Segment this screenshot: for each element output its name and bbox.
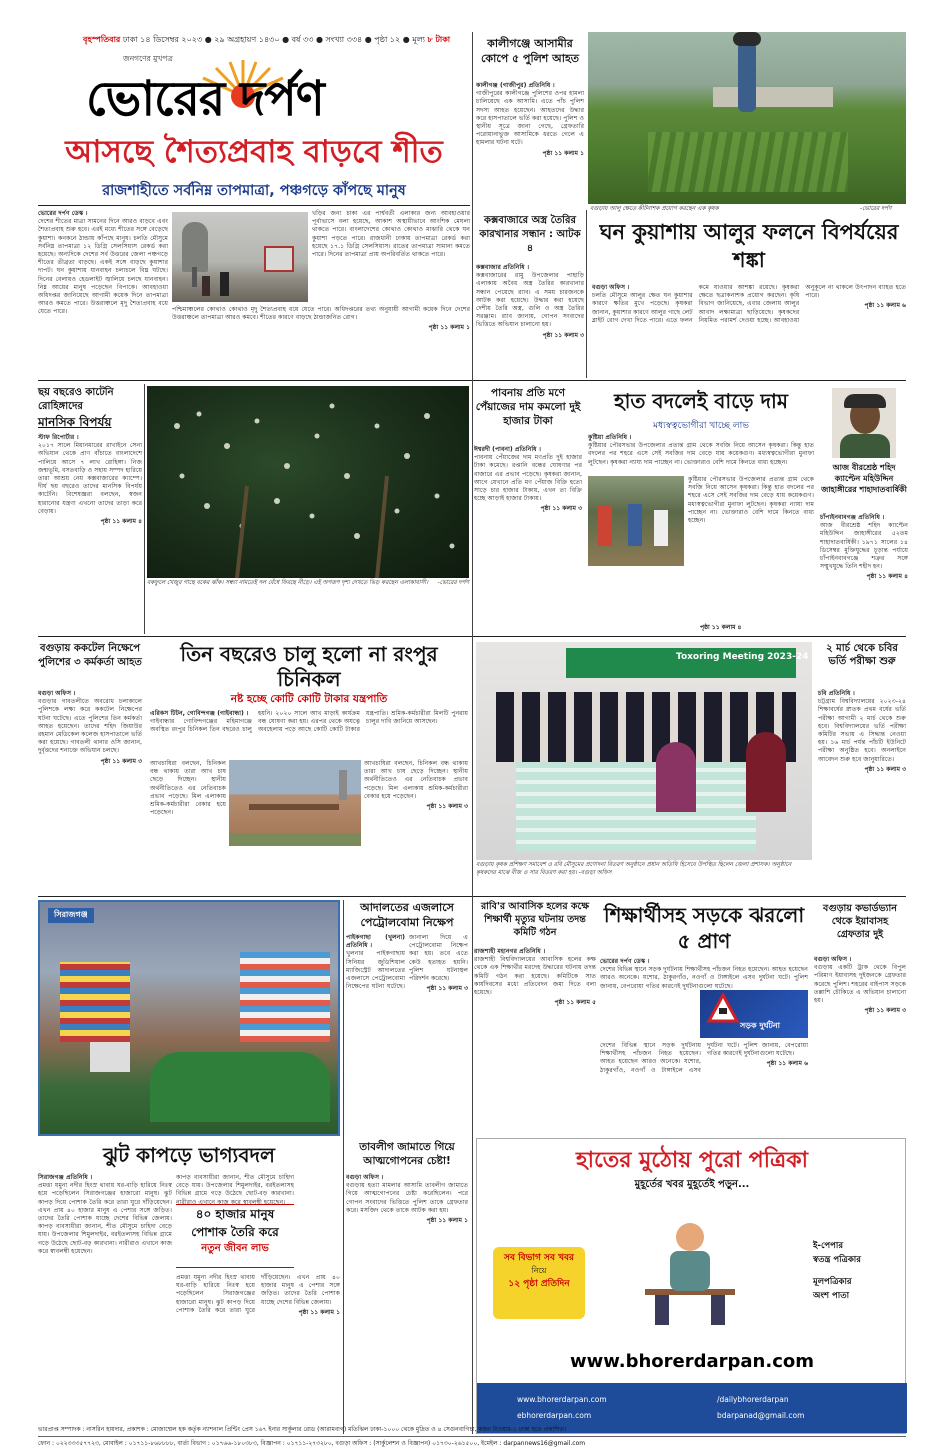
event-caption: বগুড়ায় কৃষক প্রশিক্ষণ সমাবেশ ও রবি মৌসুমের প্রণোদনা বিতরণ অনুষ্ঠানে প্রধান অতিথি হিসেবে উপস্থিত ছিলেন জেলা প্রশাসক। অনুষ্ঠানে কৃষকদের মাঝে বীজ ও সার বিতরণ করা হয়। -বগুড়া অফিস	[476, 862, 792, 876]
potato-field-photo	[588, 32, 906, 204]
accident-body: ভোরের দর্পণ ডেস্ক । দেশের বিভিন্ন স্থানে সড়ক দুর্ঘটনায় শিক্ষার্থীসহ পাঁচজন নিহত হয়েছেন। আহত হয়েছেন আরও অনেকে। যশোর, ঠাকুরগাঁও, নওগাঁ ও টাঙ্গাইলে এসব দুর্ঘটনা ঘটে। পুলিশ জানায়, বেপরোয়া গতির কারণেই দুর্ঘটনাগুলো ঘটেছে।	[600, 958, 808, 990]
lead-bottom: পশ্চিমাঞ্চলের কোথাও কোথাও মৃদু শৈত্যপ্রবাহ বয়ে যেতে পারে। অধিদপ্তরের তথ্য অনুযায়ী আগামী কয়েক দিনে দেশের উত্তরাঞ্চলে তাপমাত্রা আরও কমবে। শীতের কারণে বাড়ছে ঠান্ডাজনিত রোগ। পৃষ্ঠা ১১ কলাম ১	[172, 306, 470, 332]
ad-badge: সব বিভাগ সব খবর নিয়ে ১২ পৃষ্ঠা প্রতিদিন	[493, 1247, 585, 1319]
masthead-title: ভোরের দর্পণ	[86, 71, 324, 127]
ad-sub: মুহূর্তের খবর মুহূর্তেই পড়ুন...	[634, 1179, 750, 1190]
potato-photo-credit: -ভোরের দর্পণ	[860, 206, 892, 212]
sirajganj-photo	[38, 900, 340, 1136]
ad-headline: হাতের মুঠোয় পুরো পত্রিকা	[576, 1148, 808, 1173]
ad-footer-bar: www.bhorerdarpan.com ebhorerdarpan.com /dailybhorerdarpan bdarpanad@gmail.com	[477, 1383, 907, 1433]
jute-headline: ঝুট কাপড়ে ভাগ্যবদল	[103, 1143, 275, 1167]
tagline: জনগণের মুখপত্র	[123, 54, 173, 63]
martyr-body: চাঁপাইনবাবগঞ্জ প্রতিনিধি । আজ বীরশ্রেষ্ঠ শহিদ ক্যাপ্টেন মহিউদ্দিন জাহাঙ্গীরের ৫২তম শাহাদাতবার্ষিকী। ১৯৭১ সালের ১৪ ডিসেম্বর মুক্তিযুদ্ধের চূড়ান্ত পর্যায়ে চাঁপাইনবাবগঞ্জে শত্রুর সঙ্গে সম্মুখযুদ্ধে তিনি শহীদ হন। পৃষ্ঠা ১১ কলাম ৪	[820, 514, 908, 581]
onion-body: ঈশ্বরদী (পাবনা) প্রতিনিধি । পাবনায় পেঁয়াজের দাম মণপ্রতি দুই হাজার টাকা কমেছে। রপ্তানি বন্ধের ঘোষণার পর বাজারে এর প্রভাব পড়েছে। কৃষকরা জানান, আগে যেখানে প্রতি মণ পেঁয়াজ বিক্রি হতো সাড়ে চার হাজার টাকায়, এখন তা বিক্রি হচ্ছে আড়াই হাজার টাকায়। পৃষ্ঠা ১১ কলাম ৩	[474, 446, 582, 513]
imprint-line-2: ফোন : ০২২৩৩৩৫৭৭২৩, মোবাইল : ০১৭১১-৮৬৮৮৮৮, বার্তা বিভাগ : ০১৭৬৬-১৮০৩৮৩, বিজ্ঞাপন : ০১৭১১-২৭৩২৮০, বগুড়া অফিস : (সার্কুলেশন ও বিজ্ঞাপন) ০১৭৩০-২৬১৫০০, ইমেইল : darpannews16@gmail.com	[38, 1440, 586, 1447]
birds-caption: বকফুলে খেজুর গাছে বকের ঝাঁক। সন্ধ্যা নামতেই দল বেঁধে ফিরছে নীড়ে। এই অপরূপ দৃশ্য দেখতে ভিড় করছেন এলাকাবাসী। -ভোরের দর্পণ	[147, 580, 469, 586]
sirajganj-label: সিরাজগঞ্জ	[48, 908, 94, 923]
ad-right: ই-পেপার স্বতন্ত্র পত্রিকার মূলপত্রিকার অংশ পাতা	[813, 1241, 861, 1301]
rabi-body: রাজশাহী মহানগর প্রতিনিধি । রাজশাহী বিশ্ববিদ্যালয়ের আবাসিক হলের কক্ষ থেকে এক শিক্ষার্থীর মরদেহ উদ্ধারের ঘটনায় তদন্ত কমিটি গঠন করা হয়েছে। কমিটিকে সাত কার্যদিবসের মধ্যে প্রতিবেদন জমা দিতে বলা হয়েছে। পৃষ্ঠা ১১ কলাম ৫	[474, 948, 596, 1007]
date-line: বৃহস্পতিবার ঢাকা ১৪ ডিসেম্বর ২০২৩ ● ২৯ অগ্রহায়ণ ১৪৩০ ● বর্ষ ৩৩ ● সংখ্যা ৩৩৪ ● পৃষ্ঠা ১২ ● মূল্য ৮ টাকা	[83, 35, 451, 44]
lead-column-3: খড়ির জন্য চাকা এর পার্শ্ববর্তী এলাকার জন্য আবহাওয়ার পূর্বাভাসে বলা হয়েছে, আকাশ অস্থায়ীভাবে আংশিক মেঘলা থাকতে পারে। বাংলাদেশের কোথাও কোথাও মাঝারি থেকে ঘন কুয়াশা পড়তে পারে। রাজধানী ঢাকায় তাপমাত্রা রেকর্ড করা হয়েছে ১৭.১ ডিগ্রি সেলসিয়াস। রাতের তাপমাত্রা সামান্য কমতে পারে। দিনের তাপমাত্রা প্রায় অপরিবর্তিত থাকতে পারে।	[312, 210, 470, 259]
birds-illustration-icon	[147, 386, 469, 578]
fog-body: বগুড়া অফিস । চলতি মৌসুমে আলুর ক্ষেত ঘন কুয়াশার কারণে ক্ষতির মুখে পড়েছে। কৃষকরা জানান, কুয়াশার কারণে আলুর গাছে লেট ব্লাইট রোগ দেখা দিতে পারে। এতে ফলন কমে যাওয়ার আশঙ্কা রয়েছে। কৃষকরা ক্ষেতে ছত্রাকনাশক প্রয়োগ করছেন। কৃষি বিভাগ জানিয়েছে, এবার জেলায় আলুর আবাদ লক্ষ্যমাত্রা ছাড়িয়েছে। কৃষকদের নিয়মিত পরামর্শ দেওয়া হচ্ছে। আবহাওয়া অনুকূলে না থাকলে উৎপাদন ব্যাহত হতে পারে। পৃষ্ঠা ১১ কলাম ৬	[592, 284, 906, 324]
kaliganj-headline: কালীগঞ্জে আসামীর কোপে ৫ পুলিশ আহত	[480, 37, 580, 65]
chobi-body: চবি প্রতিনিধি । চট্টগ্রাম বিশ্ববিদ্যালয়ের ২০২৩-২৪ শিক্ষাবর্ষের স্নাতক প্রথম বর্ষের ভর্তি পরীক্ষা আগামী ২ মার্চ থেকে শুরু হবে। বিশ্ববিদ্যালয়ের ভর্তি পরীক্ষা কমিটির সভায় এ সিদ্ধান্ত নেওয়া হয়। ১৬ মার্চ পর্যন্ত পাঁচটি ইউনিটে পরীক্ষা অনুষ্ঠিত হবে। অনলাইনে আবেদন শুরু হবে জানুয়ারিতে। পৃষ্ঠা ১১ কলাম ৩	[818, 690, 906, 773]
accident-headline: শিক্ষার্থীসহ সড়কে ঝরলো ৫ প্রাণ	[603, 903, 805, 953]
tablig-body: বগুড়া অফিস । বগুড়ায় হত্যা মামলার আসামি তাবলীগ জামাতে গিয়ে আত্মগোপনের চেষ্টা করেছিলেন। পরে গোপন সংবাদের ভিত্তিতে পুলিশ তাকে গ্রেফতার করে। মসজিদ থেকে তাকে আটক করা হয়। পৃষ্ঠা ১১ কলাম ১	[346, 1174, 468, 1225]
lead-subhead: রাজশাহীতে সর্বনিম্ন তাপমাত্রা, পঞ্চগড়ে কাঁপছে মানুষ	[102, 183, 406, 199]
accident-body-2: দেশের বিভিন্ন স্থানে সড়ক দুর্ঘটনায় শিক্ষার্থীসহ পাঁচজন নিহত হয়েছেন। আহত হয়েছেন আরও অনেকে। যশোর, ঠাকুরগাঁও, নওগাঁ ও টাঙ্গাইলে এসব দুর্ঘটনা ঘটে। পুলিশ জানায়, বেপরোয়া গতির কারণেই দুর্ঘটনাগুলো ঘটেছে। পৃষ্ঠা ১১ কলাম ৬	[600, 1042, 808, 1074]
potato-photo-caption: বগুড়ায় আলু ক্ষেতে কীটনাশক প্রয়োগ করছেন এক কৃষক	[590, 206, 719, 212]
event-photo	[476, 642, 812, 860]
price-body: কুষ্টিয়া প্রতিনিধি । কুষ্টিয়ার পৌরসভার উপজেলার প্রত্যন্ত গ্রাম থেকে সবজি নিয়ে আসেন কৃষকরা। কিন্তু হাত বদলের পর শহরে এসে সেই সবজির দাম বেড়ে যায় কয়েকগুণ। মধ্যস্বত্বভোগীরা মুনাফা লুটছেন। কৃষকরা ন্যায্য দাম পাচ্ছেন না। ভোক্তারাও বেশি দামে কিনতে বাধ্য হচ্ছেন।	[588, 434, 814, 466]
accident-sign	[700, 990, 808, 1038]
truck-body: বগুড়া অফিস । বগুড়ায় একটি ট্রাক থেকে বিপুল পরিমাণ ইয়াবাসহ দুইজনকে গ্রেফতার করেছে পুলিশ। শহরের বাইপাস সড়কে তল্লাশি চৌকিতে এ অভিযান চালানো হয়। পৃষ্ঠা ১১ কলাম ৩	[814, 956, 906, 1015]
reader-illustration-icon	[625, 1209, 755, 1329]
rabi-headline: রাবি'র আবাসিক হলের কক্ষে শিক্ষার্থী মৃত্যুর ঘটনায় তদন্ত কমিটি গঠন	[480, 901, 590, 938]
tablig-headline: তাবলীগ জামাতে গিয়ে আত্মগোপনের চেষ্টা!	[359, 1141, 455, 1167]
lead-column-1: ভোরের দর্পণ ডেস্ক । দেশের শীতের মাত্রা সামনের দিনে আরও বাড়বে এবং শৈত্যপ্রবাহ শুরু হবে। এরই মধ্যে শীতের সঙ্গে বেড়েছে কুয়াশা। কনকনে ঠান্ডায় কাঁপছে মানুষ। চলতি মৌসুমে সর্বনিম্ন তাপমাত্রা ১২ ডিগ্রি সেলসিয়াস রেকর্ড করা হয়েছে। অন্যদিকে দেশের সর্ব উত্তরের জেলা পঞ্চগড়ে শীতের তীব্রতা বাড়ছে। একই সঙ্গে বাড়ছে কুয়াশার দাপট। ঘন কুয়াশায় যানবাহন চলাচলে বিঘ্ন ঘটছে। দিনের বেলায়ও হেডলাইট জ্বালিয়ে চলছে যানবাহন। নিম্ন আয়ের মানুষ পড়েছেন বিপাকে। আবহাওয়া অধিদপ্তর জানিয়েছে আগামী কয়েক দিনে তাপমাত্রা আরও কমতে পারে। উত্তরাঞ্চলে মৃদু শৈত্যপ্রবাহ বয়ে যেতে পারে।	[38, 210, 168, 316]
imprint-line-1: ভারপ্রাপ্ত সম্পাদক : নাসরিন হায়দার, প্রকাশক : মোজাম্মেল হক কর্তৃক ন্যাশনাল প্রিন্টিং প্রেস ১৬৭ ইনার সার্কুলার রোড (আরামবাগ) মতিঝিল ঢাকা-১০০০ থেকে মুদ্রিত ও ৪ সেগুনবাগিচা, স্বজন টাওয়ার-১ ঢাকা হতে প্রকাশিত।	[38, 1426, 567, 1433]
jute-body: সিরাজগঞ্জ প্রতিনিধি । প্রমত্তা যমুনা নদীর হিংস্র থাবায় ঘর-বাড়ি হারিয়ে নিঃস্ব হয়ে পড়েছিলেন সিরাজগঞ্জের হাজারো মানুষ। ঝুট কাপড় দিয়ে পোশাক তৈরি করে তারা ঘুরে দাঁড়িয়েছেন। এখন প্রায় ৪০ হাজার মানুষ এ পেশার সঙ্গে জড়িত। তাদের তৈরি পোশাক যাচ্ছে দেশের বিভিন্ন জেলায়। কাপড় ব্যবসায়ীরা জানান, শীত মৌসুমে চাহিদা বেড়ে যায়। উপজেলার শিমুলদাইর, বরইতলাসহ বিভিন্ন গ্রামে গড়ে উঠেছে ছোট-বড় কারখানা। নারীরাও এখানে কাজ করে স্বাবলম্বী হয়েছেন।	[38, 1174, 172, 1255]
price-subhead: মধ্যস্বত্বভোগীরা খাচ্ছে লাভ	[653, 421, 749, 431]
ad-url[interactable]: www.bhorerdarpan.com	[570, 1351, 814, 1372]
kaliganj-body: কালীগঞ্জ (গাজীপুর) প্রতিনিধি । গাজীপুরের কালীগঞ্জে পুলিশের ওপর হামলা চালিয়েছে এক আসামি। এতে পাঁচ পুলিশ সদস্য আহত হয়েছেন। আহতদের উদ্ধার করে হাসপাতালে ভর্তি করা হয়েছে। পুলিশ ও স্থানীয় সূত্রে জানা গেছে, গ্রেফতারি পরোয়ানাভুক্ত আসামিকে ধরতে গেলে এ হামলার ঘটনা ঘটে। পৃষ্ঠা ১১ কলাম ১	[476, 82, 584, 157]
price-headline: হাত বদলেই বাড়ে দাম	[614, 389, 788, 413]
warning-sign-icon	[708, 994, 738, 1022]
jute-box: ৪০ হাজার মানুষ পোশাক তৈরি করে নতুন জীবন লাভ	[176, 1204, 294, 1268]
sugar-headline: তিন বছরেও চালু হলো না রংপুর চিনিকল	[180, 642, 438, 691]
price-cont: পৃষ্ঠা ১১ কলাম ৪	[700, 624, 742, 631]
sugar-body: এরিকস টিটন, গোবিন্দগঞ্জ (গাইবান্ধা) । গাইবান্ধার গোবিন্দগঞ্জের মহিমাগঞ্জে অবস্থিত রংপুর চিনিকল তিন বছরেও চালু হয়নি। ২০২০ সালে আখ মাড়াই কার্যক্রম বন্ধ ঘোষণা করা হয়। এরপর থেকে অযত্নে অবহেলায় পড়ে আছে কোটি কোটি টাকার যন্ত্রপাতি। শ্রমিক-কর্মচারীরা মিলটি পুনরায় চালুর দাবি জানিয়ে আসছেন।	[150, 710, 468, 734]
fog-headline: ঘন কুয়াশায় আলুর ফলনে বিপর্যয়ের শঙ্কা	[599, 220, 899, 272]
accident-sign-text: সড়ক দুর্ঘটনা	[740, 1021, 780, 1030]
lead-headline: আসছে শৈত্যপ্রবাহ বাড়বে শীত	[65, 134, 443, 170]
onion-headline: পাবনায় প্রতি মণে পেঁয়াজের দাম কমলো দুই হাজার টাকা	[475, 387, 581, 427]
sugar-mill-photo	[229, 760, 361, 846]
martyr-caption: আজ বীরশ্রেষ্ঠ শহিদ ক্যাপ্টেন মহিউদ্দিন জাহাঙ্গীরের শাহাদাতবার্ষিকী	[821, 463, 907, 494]
truck-headline: বগুড়ায় কভার্ডভ্যান থেকে ইয়াবাসহ গ্রেফতার দুই	[823, 903, 897, 940]
petrol-headline: আদালতের এজলাসে পেট্রোলবোমা নিক্ষেপ	[360, 901, 454, 929]
epaper-ad	[476, 1138, 906, 1434]
sugar-body-2: আখচাষিরা বলছেন, চিনিকল বন্ধ থাকায় তারা আখ চাষ ছেড়ে দিচ্ছেন। স্থানীয় অর্থনীতিতেও এর নেতিবাচক প্রভাব পড়েছে। মিল এলাকায় শ্রমিক-কর্মচারীরা বেকার হয়ে পড়েছেন। পৃষ্ঠা ১১ কলাম ৩	[364, 760, 468, 811]
martyr-portrait	[832, 388, 896, 458]
petrol-body: পাইকগাছা (খুলনা) প্রতিনিধি । খুলনার পাইকগাছায় সিনিয়র জুডিশিয়াল ম্যাজিস্ট্রেট আদালতের এজলাসে পেট্রোলবোমা নিক্ষেপের ঘটনা ঘটেছে। জানালা দিয়ে এ পেট্রোলবোমা নিক্ষেপ করা হয়। তবে এতে কেউ হতাহত হয়নি। পুলিশ ঘটনাস্থল পরিদর্শন করেছে। পৃষ্ঠা ১১ কলাম ৩	[346, 934, 468, 993]
masthead	[38, 32, 470, 127]
birds-tree-photo	[147, 386, 469, 578]
price-body-2: কুষ্টিয়ার পৌরসভার উপজেলার প্রত্যন্ত গ্রাম থেকে সবজি নিয়ে আসেন কৃষকরা। কিন্তু হাত বদলের পর শহরে এসে সেই সবজির দাম বেড়ে যায় কয়েকগুণ। মধ্যস্বত্বভোগীরা মুনাফা লুটছেন। কৃষকরা ন্যায্য দাম পাচ্ছেন না। ভোক্তারাও বেশি দামে কিনতে বাধ্য হচ্ছেন।	[688, 476, 814, 525]
rohingya-body: স্টাফ রিপোর্টার । ২০১৭ সালে মিয়ানমারের রাখাইনে সেনা অভিযান থেকে প্রাণ বাঁচাতে বাংলাদেশে পালিয়ে আসে ৭ লাখ রোহিঙ্গা। নিজ জন্মভূমি, বসতবাড়ি ও সহায় সম্পদ হারিয়ে তারা আশ্রয় নেয় কক্সবাজারের ক্যাম্পে। দীর্ঘ ছয় বছরেও তাদের মানসিক বিপর্যয় কাটেনি। বিশেষজ্ঞরা বলছেন, স্বজন হারানোর যন্ত্রণা এখনো তাদের তাড়া করে বেড়ায়। পৃষ্ঠা ১১ কলাম ৪	[38, 434, 142, 526]
chobi-headline: ২ মার্চ থেকে চবির ভর্তি পরীক্ষা শুরু	[826, 643, 898, 667]
event-banner: Toxoring Meeting 2023-24	[676, 652, 809, 662]
coxs-headline: কক্সবাজারে অস্ত্র তৈরির কারখানার সন্ধান : আটক ৪	[479, 215, 581, 254]
jute-body-2: কাপড় ব্যবসায়ীরা জানান, শীত মৌসুমে চাহিদা বেড়ে যায়। উপজেলার শিমুলদাইর, বরইতলাসহ বিভিন্ন গ্রামে গড়ে উঠেছে ছোট-বড় কারখানা। নারীরাও এখানে কাজ করে স্বাবলম্বী হয়েছেন।	[176, 1174, 294, 1206]
coxs-body: কক্সবাজার প্রতিনিধি । কক্সবাজারের রামু উপজেলার পাহাড়ি এলাকায় অবৈধ অস্ত্র তৈরির কারখানার সন্ধান পেয়েছে র‍্যাব। এ সময় চারজনকে আটক করা হয়েছে। উদ্ধার করা হয়েছে দেশীয় তৈরি অস্ত্র, গুলি ও অস্ত্র তৈরির সরঞ্জাম। র‍্যাব জানায়, গোপন সংবাদের ভিত্তিতে অভিযান চালানো হয়। পৃষ্ঠা ১১ কলাম ৩	[476, 264, 584, 339]
sugar-body-3: আখচাষিরা বলছেন, চিনিকল বন্ধ থাকায় তারা আখ চাষ ছেড়ে দিচ্ছেন। স্থানীয় অর্থনীতিতেও এর নেতিবাচক প্রভাব পড়েছে। মিল এলাকায় শ্রমিক-কর্মচারীরা বেকার হয়ে পড়েছেন।	[150, 760, 226, 817]
sugar-subhead: নষ্ট হচ্ছে কোটি কোটি টাকার যন্ত্রপাতি	[230, 693, 388, 705]
bogura-body: বগুড়া অফিস । বগুড়ার গাবতলীতে অবরোধ চলাকালে পুলিশকে লক্ষ্য করে ককটেল নিক্ষেপের ঘটনা ঘটেছে। এতে পুলিশের তিন কর্মকর্তা আহত হয়েছেন। তাদের শহিদ জিয়াউর রহমান মেডিকেল কলেজ হাসপাতালে ভর্তি করা হয়েছে। গাবতলী থানার ওসি জানান, দুর্বৃত্তদের শনাক্তে অভিযান চলছে। পৃষ্ঠা ১১ কলাম ৩	[38, 690, 142, 765]
bogura-headline: বগুড়ায় ককটেল নিক্ষেপে পুলিশের ৩ কর্মকর্তা আহত	[38, 643, 142, 668]
vegetable-market-photo	[588, 476, 684, 566]
rohingya-headline: মানসিক বিপর্যয়	[38, 415, 112, 429]
fog-road-photo	[172, 212, 308, 302]
rohingya-kicker: ছয় বছরেও কাটেনি রোহিঙ্গাদের	[38, 387, 114, 412]
jute-body-3: প্রমত্তা যমুনা নদীর হিংস্র থাবায় ঘর-বাড়ি হারিয়ে নিঃস্ব হয়ে পড়েছিলেন সিরাজগঞ্জের হাজারো মানুষ। ঝুট কাপড় দিয়ে পোশাক তৈরি করে তারা ঘুরে দাঁড়িয়েছেন। এখন প্রায় ৪০ হাজার মানুষ এ পেশার সঙ্গে জড়িত। তাদের তৈরি পোশাক যাচ্ছে দেশের বিভিন্ন জেলায়। পৃষ্ঠা ১১ কলাম ১	[176, 1274, 340, 1316]
